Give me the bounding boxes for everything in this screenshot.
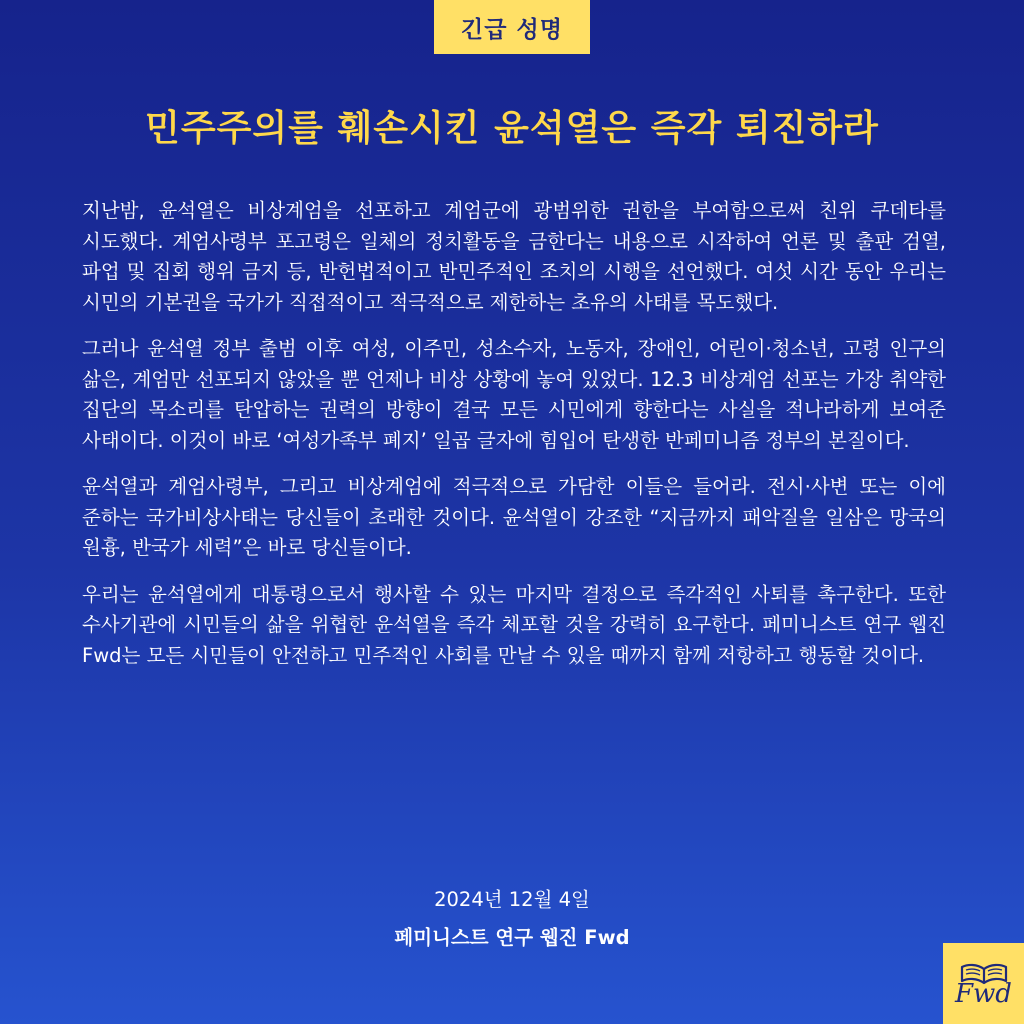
statement-date: 2024년 12월 4일 [434,888,590,911]
paragraph-2: 그러나 윤석열 정부 출범 이후 여성, 이주민, 성소수자, 노동자, 장애인, 어린이·청소년, 고령 인구의 삶은, 계엄만 선포되지 않았을 뿐 언제나 비상 상황에 놓여 있었다. 12.3 비상계엄 선포는 가장 취약한 집단의 목소리를 탄압하는 권력의 방향이 결국 모든 시민에게 향한다는 사실을 적나라하게 보여준 사태이다. 이것이 바로 ‘여성가족부 폐지’ 일곱 글자에 힘입어 탄생한 반페미니즘 정부의 본질이다. [82,337,946,452]
urgent-statement-badge: 긴급 성명 [434,0,590,54]
logo-text: Fwd [955,978,1012,1009]
paragraph-4: 우리는 윤석열에게 대통령으로서 행사할 수 있는 마지막 결정으로 즉각적인 사퇴를 촉구한다. 또한 수사기관에 시민들의 삶을 위협한 윤석열을 즉각 체포할 것을 강력히 요구한다. 페미니스트 연구 웹진 Fwd는 모든 시민들이 안전하고 민주적인 사회를 만날 수 있을 때까지 함께 저항하고 행동할 것이다. [82,582,946,667]
statement-body [82,196,946,687]
fwd-logo [943,943,1024,1024]
statement-title: 민주주의를 훼손시킨 윤석열은 즉각 퇴진하라 [145,108,879,149]
paragraph-3: 윤석열과 계엄사령부, 그리고 비상계엄에 적극적으로 가담한 이들은 들어라. 전시·사변 또는 이에 준하는 국가비상사태는 당신들이 초래한 것이다. 윤석열이 강조한 “지금까지 패악질을 일삼은 망국의 원흉, 반국가 세력”은 바로 당신들이다. [82,475,946,559]
paragraph-1: 지난밤, 윤석열은 비상계엄을 선포하고 계엄군에 광범위한 권한을 부여함으로써 친위 쿠데타를 시도했다. 계엄사령부 포고령은 일체의 정치활동을 금한다는 내용으로 시작하여 언론 및 출판 검열, 파업 및 집회 행위 금지 등, 반헌법적이고 반민주적인 조치의 시행을 선언했다. 여섯 시간 동안 우리는 시민의 기본권을 국가가 직접적이고 적극적으로 제한하는 초유의 사태를 목도했다. [82,199,946,314]
organization-signature: 페미니스트 연구 웹진 Fwd [394,926,630,949]
